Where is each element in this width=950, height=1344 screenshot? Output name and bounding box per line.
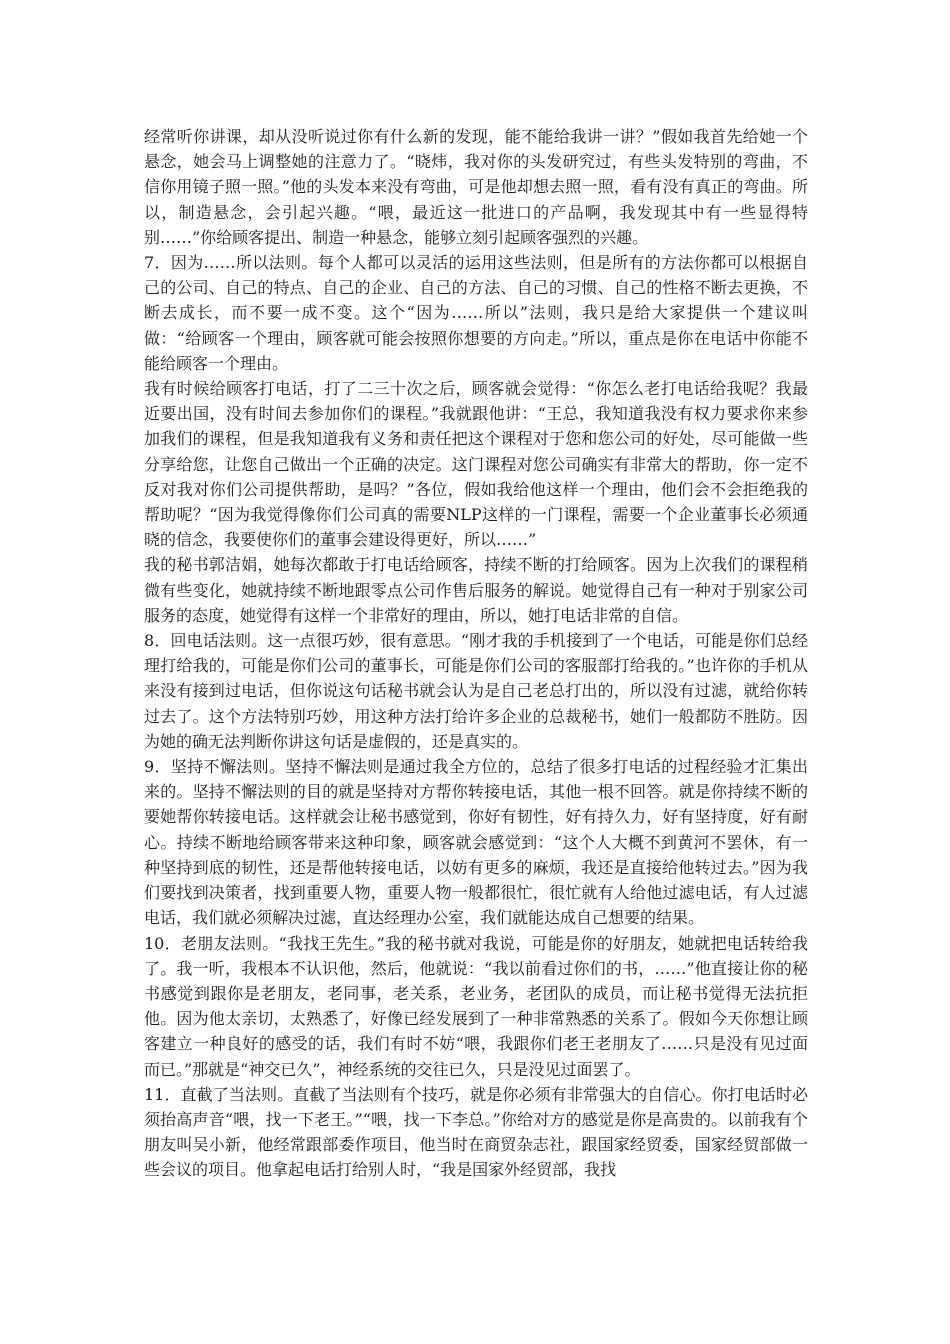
paragraph-rule-7-example: 我有时候给顾客打电话，打了二三十次之后，顾客就会觉得：“你怎么老打电话给我呢？我最近要出国，没有时间去参加你们的课程。”我就跟他讲：“王总，我知道我没有权力要求你来参加我们的课程，但是我知道我有义务和责任把这个课程对于您和您公司的好处，尽可能做一些分享给您，让您自己做出一个正确的决定。这门课程对您公司确实有非常大的帮助，你一定不反对我对你们公司提供帮助，是吗？”各位，假如我给他这样一个理由，他们会不会拒绝我的帮助呢？“因为我觉得像你们公司真的需要NLP这样的一门课程，需要一个企业董事长必须通晓的信念，我要使你们的董事会建设得更好，所以……” <box>144 379 808 550</box>
paragraph-rule-11-direct: 11．直截了当法则。直截了当法则有个技巧，就是你必须有非常强大的自信心。你打电话时必须抬高声音“喂，找一下老王。”“喂，找一下李总。”你给对方的感觉是你是高贵的。以前我有个朋友叫吴小新，他经常跟部委作项目，他当时在商贸杂志社，跟国家经贸委，国家经贸部做一些会议的项目。他拿起电话打给别人时，“我是国家外经贸部，我找 <box>144 1084 808 1180</box>
paragraph-rule-7-because-so: 7．因为……所以法则。每个人都可以灵活的运用这些法则，但是所有的方法你都可以根据自己的公司、自己的特点、自己的企业、自己的方法、自己的习惯、自己的性格不断去更换，不断去成长，而不要一成不变。这个“因为……所以”法则，我只是给大家提供一个建议叫做：“给顾客一个理由，顾客就可能会按照你想要的方向走。”所以，重点是你在电话中你能不能给顾客一个理由。 <box>144 253 808 373</box>
paragraph-intro-suspense: 经常听你讲课，却从没听说过你有什么新的发现，能不能给我讲一讲？”假如我首先给她一个悬念，她会马上调整她的注意力了。“晓炜，我对你的头发研究过，有些头发特别的弯曲，不信你用镜子照一照。”他的头发本来没有弯曲，可是他却想去照一照，看有没有真正的弯曲。所以，制造悬念，会引起兴趣。“喂，最近这一批进口的产品啊，我发现其中有一些显得特别……”你给顾客提出、制造一种悬念，能够立刻引起顾客强烈的兴趣。 <box>144 127 808 247</box>
paragraph-rule-7-secretary: 我的秘书郭洁娟，她每次都敢于打电话给顾客，持续不断的打给顾客。因为上次我们的课程稍微有些变化，她就持续不断地跟零点公司作售后服务的解说。她觉得自己有一种对于别家公司服务的态度，她觉得有这样一个非常好的理由，所以，她打电话非常的自信。 <box>144 555 808 625</box>
paragraph-rule-10-old-friend: 10．老朋友法则。“我找王先生。”我的秘书就对我说，可能是你的好朋友，她就把电话转给我了。我一听，我根本不认识他，然后，他就说：“我以前看过你们的书，……”他直接让你的秘书感觉到跟你是老朋友，老同事，老关系，老业务，老团队的成员，而让秘书觉得无法抗拒他。因为他太亲切，太熟悉了，好像已经发展到了一种非常熟悉的关系了。假如今天你想让顾客建立一种良好的感受的话，我们有时不妨“喂，我跟你们老王老朋友了……只是没有见过面而已。”那就是“神交已久”，神经系统的交往已久，只是没见过面罢了。 <box>144 933 808 1079</box>
document-body <box>144 124 808 1183</box>
paragraph-rule-8-callback: 8．回电话法则。这一点很巧妙，很有意思。“刚才我的手机接到了一个电话，可能是你们总经理打给我的，可能是你们公司的董事长，可能是你们公司的客服部打给我的。”也许你的手机从来没有接到过电话，但你说这句话秘书就会认为是自己老总打出的，所以没有过滤，就给你转过去了。这个方法特别巧妙，用这种方法打给许多企业的总裁秘书，她们一般都防不胜防。因为她的确无法判断你讲这句话是虚假的，还是真实的。 <box>144 631 808 751</box>
paragraph-rule-9-persistence: 9．坚持不懈法则。坚持不懈法则是通过我全方位的，总结了很多打电话的过程经验才汇集出来的。坚持不懈法则的目的就是坚持对方帮你转接电话，其他一根不回答。就是你持续不断的要她帮你转接电话。这样就会让秘书感觉到，你好有韧性，好有持久力，好有坚持度，好有耐心。持续不断地给顾客带来这种印象，顾客就会感觉到：“这个人大概不到黄河不罢休，有一种坚持到底的韧性，还是帮他转接电话，以妨有更多的麻烦，我还是直接给他转过去。”因为我们要找到决策者，找到重要人物，重要人物一般都很忙，很忙就有人给他过滤电话，有人过滤电话，我们就必须解决过滤，直达经理办公室，我们就能达成自己想要的结果。 <box>144 757 808 928</box>
